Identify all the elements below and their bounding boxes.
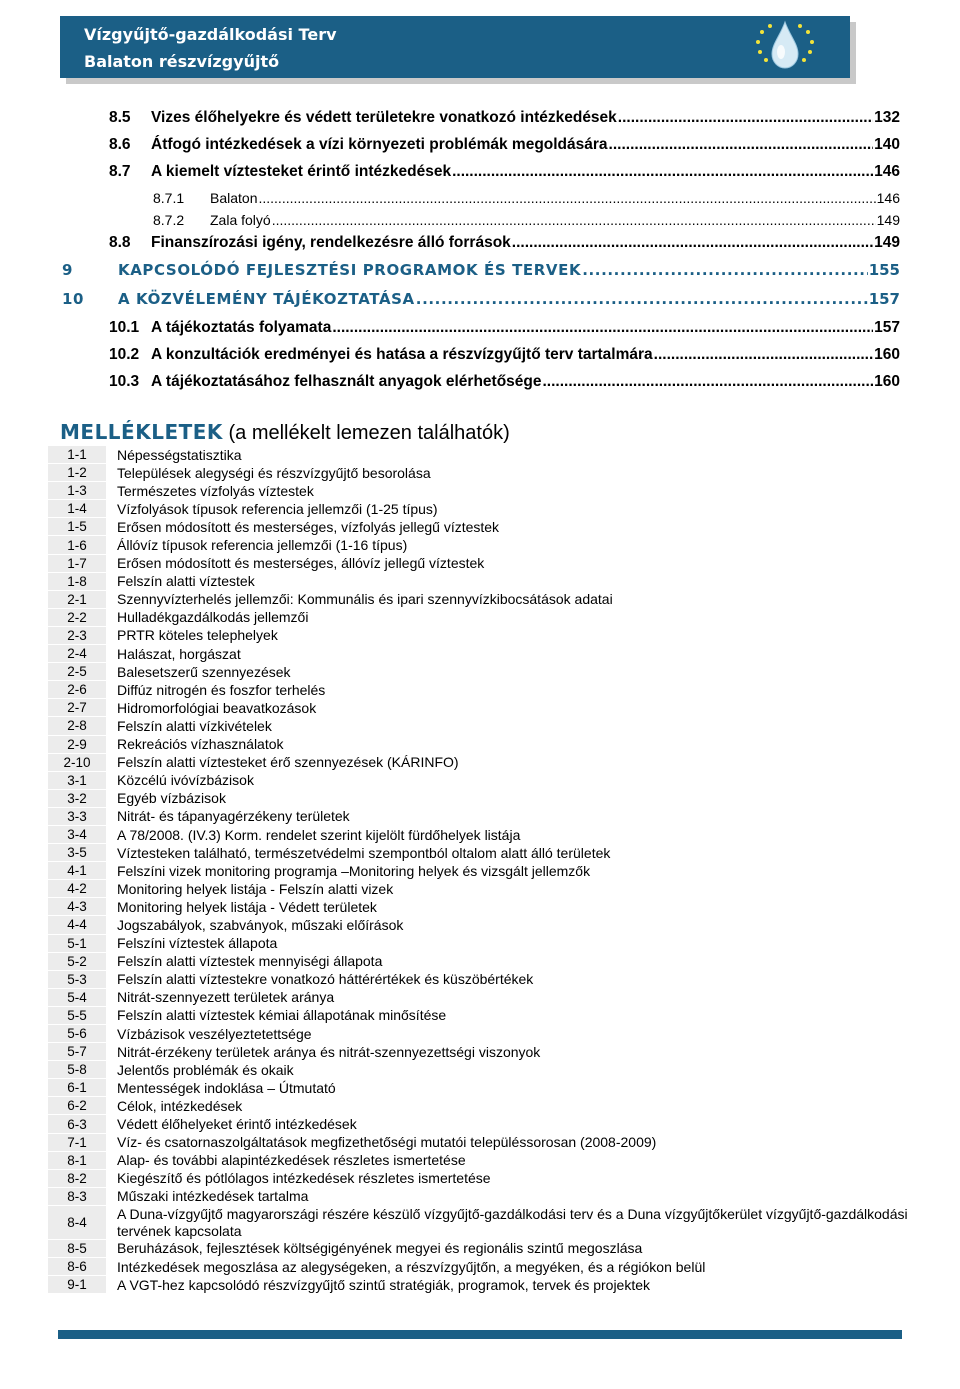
annex-title: Felszíni vizek monitoring programja –Monitoring helyek és vizsgált jellemzők <box>117 862 591 879</box>
annex-title: Monitoring helyek listája - Felszín alatti vizek <box>117 880 394 897</box>
annex-row <box>48 717 920 735</box>
annex-code: 2-1 <box>48 591 106 609</box>
annex-code: 4-4 <box>48 916 106 934</box>
annex-title: Jelentős problémák és okaik <box>117 1061 294 1078</box>
annex-row <box>48 1079 920 1097</box>
annex-title: Víztesteken található, természetvédelmi szempontból oltalom alatt álló területek <box>117 844 611 861</box>
annex-row <box>48 536 920 554</box>
toc-entry-page: 149 <box>874 234 900 251</box>
annex-title: Mentességek indoklása – Útmutató <box>117 1079 336 1096</box>
annex-title: Felszín alatti víztestek mennyiségi állapota <box>117 953 383 970</box>
toc-entry-page: 146 <box>874 163 900 180</box>
annex-row <box>48 1043 920 1061</box>
annex-row <box>48 555 920 573</box>
annex-code: 5-8 <box>48 1061 106 1079</box>
toc-entry-page: 146 <box>876 190 900 206</box>
annex-row <box>48 609 920 627</box>
annex-row <box>48 1025 920 1043</box>
toc-entry-title: A konzultációk eredményei és hatása a részvízgyűjtő terv tartalmára <box>151 346 653 363</box>
annex-row <box>48 1276 920 1294</box>
annex-code: 5-7 <box>48 1043 106 1061</box>
toc-entry-page: 157 <box>874 319 900 336</box>
annex-code: 1-1 <box>48 446 106 464</box>
annex-code: 8-5 <box>48 1240 106 1258</box>
annex-title: Felszín alatti vízkivételek <box>117 717 272 734</box>
annex-code: 8-2 <box>48 1170 106 1188</box>
toc-entry-title: A KÖZVÉLEMÉNY TÁJÉKOZTATÁSA <box>118 290 415 308</box>
annex-code: 3-5 <box>48 844 106 862</box>
annex-title: Állóvíz típusok referencia jellemzői (1-16 típus) <box>117 537 408 554</box>
toc-entry[interactable] <box>62 136 900 163</box>
toc-entry-page: 132 <box>874 109 900 126</box>
toc-entry[interactable] <box>62 373 900 400</box>
annex-title: Intézkedések megoszlása az alegységeken, a részvízgyűjtőn, a megyéken, és a régiókon belül <box>117 1258 706 1275</box>
annex-row <box>48 446 920 464</box>
toc-entry-page: 149 <box>876 212 900 228</box>
annex-row <box>48 754 920 772</box>
toc-entry-title: Átfogó intézkedések a vízi környezeti problémák megoldására <box>151 136 608 153</box>
toc-entry-page: 155 <box>868 261 900 279</box>
annex-title: Népességstatisztika <box>117 446 242 463</box>
toc-leader-dots <box>582 261 868 279</box>
annex-code: 2-3 <box>48 627 106 645</box>
toc-entry[interactable] <box>62 212 900 234</box>
annex-title: Nitrát- és tápanyagérzékeny területek <box>117 808 350 825</box>
annex-title: Halászat, horgászat <box>117 645 241 662</box>
annex-row <box>48 736 920 754</box>
annex-code: 5-3 <box>48 971 106 989</box>
annex-code: 1-6 <box>48 536 106 554</box>
annex-row <box>48 1097 920 1115</box>
toc-leader-dots <box>618 109 873 127</box>
annex-title: Erősen módosított és mesterséges, állóvíz jellegű víztestek <box>117 555 485 572</box>
annex-heading-main: MELLÉKLETEK <box>60 420 223 444</box>
annex-code: 1-7 <box>48 555 106 573</box>
annex-code: 9-1 <box>48 1276 106 1294</box>
annex-row <box>48 591 920 609</box>
annex-code: 4-3 <box>48 898 106 916</box>
toc-entry-number: 8.7.1 <box>153 190 185 206</box>
toc-entry-number: 8.7 <box>109 163 131 180</box>
annex-title: Hidromorfológiai beavatkozások <box>117 699 317 716</box>
annex-code: 6-3 <box>48 1115 106 1133</box>
toc-leader-dots <box>654 346 873 364</box>
annex-title: Diffúz nitrogén és foszfor terhelés <box>117 681 326 698</box>
annex-code: 5-4 <box>48 989 106 1007</box>
annex-title: Védett élőhelyeket érintő intézkedések <box>117 1116 357 1133</box>
annex-code: 2-7 <box>48 699 106 717</box>
annex-heading-sub: (a mellékelt lemezen találhatók) <box>228 422 510 444</box>
annex-row <box>48 862 920 880</box>
toc-entry-title: KAPCSOLÓDÓ FEJLESZTÉSI PROGRAMOK ÉS TERVEK <box>118 261 582 279</box>
annex-title: Beruházások, fejlesztések költségigényének megyei és regionális szintű megoszlása <box>117 1240 643 1257</box>
toc-entry-title: A kiemelt víztesteket érintő intézkedések <box>151 163 452 180</box>
annex-title: Felszín alatti víztesteket érő szennyezések (KÁRINFO) <box>117 754 459 771</box>
annex-code: 8-1 <box>48 1152 106 1170</box>
annex-row <box>48 790 920 808</box>
annex-title: Vízbázisok veszélyeztetettsége <box>117 1025 312 1042</box>
annex-row <box>48 1007 920 1025</box>
toc-entry-number: 10.2 <box>109 346 140 363</box>
toc-entry-title: A tájékoztatás folyamata <box>151 319 332 336</box>
annex-code: 2-8 <box>48 717 106 735</box>
annex-title: Felszín alatti víztestekre vonatkozó háttérértékek és küszöbértékek <box>117 971 534 988</box>
toc-entry-number: 8.5 <box>109 109 131 126</box>
annex-code: 8-3 <box>48 1188 106 1206</box>
annex-title: Monitoring helyek listája - Védett területek <box>117 898 377 915</box>
annex-code: 3-2 <box>48 790 106 808</box>
annex-title: A Duna-vízgyűjtő magyarországi részére készülő vízgyűjtő-gazdálkodási terv és a Duna vízgyűjtőkerület vízgyűjtő-gazdálkodási tervének kapcsolata <box>117 1205 908 1239</box>
toc-leader-dots <box>272 212 876 228</box>
annex-row <box>48 880 920 898</box>
annex-title: Felszín alatti víztestek <box>117 573 255 590</box>
annex-title: Célok, intézkedések <box>117 1097 243 1114</box>
annex-code: 6-1 <box>48 1079 106 1097</box>
toc-entry[interactable] <box>62 163 900 190</box>
annex-title: Nitrát-szennyezett területek aránya <box>117 989 335 1006</box>
toc-entry-page: 160 <box>874 346 900 363</box>
footer-divider <box>58 1330 902 1339</box>
annex-code: 1-2 <box>48 464 106 482</box>
annex-row <box>48 645 920 663</box>
toc-leader-dots <box>332 319 873 337</box>
annex-code: 6-2 <box>48 1097 106 1115</box>
annex-row <box>48 482 920 500</box>
annex-title: Természetes vízfolyás víztestek <box>117 482 314 499</box>
annex-row <box>48 898 920 916</box>
toc-leader-dots <box>609 136 874 154</box>
annex-title: A VGT-hez kapcsolódó részvízgyűjtő szintű stratégiák, programok, tervek és projektek <box>117 1276 651 1293</box>
annex-row <box>48 663 920 681</box>
annex-code: 2-10 <box>48 754 106 772</box>
annex-row <box>48 1115 920 1133</box>
annex-title: Felszíni víztestek állapota <box>117 935 278 952</box>
toc-entry-number: 9 <box>62 261 74 279</box>
toc-entry[interactable] <box>62 109 900 136</box>
annex-row <box>48 808 920 826</box>
annex-row <box>48 953 920 971</box>
toc-leader-dots <box>416 290 868 308</box>
annex-title: Települések alegységi és részvízgyűjtő besorolása <box>117 464 431 481</box>
annex-code: 8-6 <box>48 1258 106 1276</box>
toc-entry[interactable] <box>62 190 900 212</box>
toc-leader-dots <box>543 373 874 391</box>
water-drop-logo-icon <box>750 18 820 74</box>
annex-title: Kiegészítő és pótlólagos intézkedések részletes ismertetése <box>117 1170 491 1187</box>
annex-code: 3-3 <box>48 808 106 826</box>
annex-code: 4-1 <box>48 862 106 880</box>
toc-entry-title: Vizes élőhelyekre és védett területekre vonatkozó intézkedések <box>151 109 617 126</box>
toc-entry-page: 160 <box>874 373 900 390</box>
annex-code: 5-2 <box>48 953 106 971</box>
annex-heading <box>60 420 510 445</box>
annex-code: 1-5 <box>48 518 106 536</box>
toc-entry[interactable] <box>62 346 900 373</box>
toc-entry-number: 8.7.2 <box>153 212 185 228</box>
annex-row <box>48 464 920 482</box>
annex-title: Jogszabályok, szabványok, műszaki előírások <box>117 916 404 933</box>
annex-code: 1-3 <box>48 482 106 500</box>
annex-row <box>48 772 920 790</box>
annex-row <box>48 1240 920 1258</box>
annex-code: 8-4 <box>48 1206 106 1240</box>
toc-entry-number: 8.8 <box>109 234 131 251</box>
annex-row <box>48 916 920 934</box>
annex-row <box>48 1061 920 1079</box>
toc-entry[interactable] <box>62 290 900 319</box>
annex-title: Vízfolyások típusok referencia jellemzői (1-25 típus) <box>117 500 438 517</box>
annex-code: 1-4 <box>48 500 106 518</box>
annex-row <box>48 1134 920 1152</box>
toc-entry[interactable] <box>62 319 900 346</box>
annex-code: 2-9 <box>48 736 106 754</box>
annex-title: Közcélú ivóvízbázisok <box>117 772 254 789</box>
annex-title: Víz- és csatornaszolgáltatások megfizethetőségi mutatói településsorosan (2008-2009) <box>117 1134 657 1151</box>
annex-row <box>48 1188 920 1206</box>
toc-leader-dots <box>452 163 873 181</box>
toc-entry-title: Finanszírozási igény, rendelkezésre álló források <box>151 234 511 251</box>
annex-title: Balesetszerű szennyezések <box>117 663 291 680</box>
toc-entry-page: 157 <box>868 290 900 308</box>
annex-code: 5-1 <box>48 935 106 953</box>
table-of-contents <box>62 109 900 400</box>
annex-row <box>48 500 920 518</box>
toc-entry-number: 10.1 <box>109 319 140 336</box>
annex-row <box>48 681 920 699</box>
annex-title: Szennyvízterhelés jellemzői: Kommunális és ipari szennyvízkibocsátások adatai <box>117 591 613 608</box>
annex-row <box>48 844 920 862</box>
annex-row <box>48 826 920 844</box>
toc-entry-number: 10.3 <box>109 373 140 390</box>
annex-code: 4-2 <box>48 880 106 898</box>
toc-entry-number: 10 <box>62 290 85 308</box>
annex-row <box>48 1170 920 1188</box>
annex-row <box>48 627 920 645</box>
toc-entry[interactable] <box>62 261 900 290</box>
annex-row <box>48 1258 920 1276</box>
annex-row <box>48 989 920 1007</box>
page-header <box>60 16 850 78</box>
annex-row <box>48 935 920 953</box>
annex-title: Felszín alatti víztestek kémiai állapotának minősítése <box>117 1007 447 1024</box>
annex-title: A 78/2008. (IV.3) Korm. rendelet szerint kijelölt fürdőhelyek listája <box>117 826 521 843</box>
annex-title: Rekreációs vízhasználatok <box>117 736 284 753</box>
annex-code: 5-6 <box>48 1025 106 1043</box>
annex-code: 5-5 <box>48 1007 106 1025</box>
annex-row <box>48 971 920 989</box>
annex-row <box>48 518 920 536</box>
toc-leader-dots <box>258 190 875 206</box>
annex-code: 2-5 <box>48 663 106 681</box>
toc-entry[interactable] <box>62 234 900 261</box>
annex-row <box>48 1152 920 1170</box>
annex-code: 2-6 <box>48 681 106 699</box>
annex-title: Hulladékgazdálkodás jellemzői <box>117 609 309 626</box>
annex-row <box>48 1206 920 1240</box>
header-subtitle: Balaton részvízgyűjtő <box>84 52 280 71</box>
annex-title: Alap- és további alapintézkedések részletes ismertetése <box>117 1152 466 1169</box>
annex-code: 7-1 <box>48 1134 106 1152</box>
annex-row <box>48 573 920 591</box>
annex-code: 1-8 <box>48 573 106 591</box>
annex-code: 2-2 <box>48 609 106 627</box>
toc-leader-dots <box>512 234 873 252</box>
annex-code: 3-4 <box>48 826 106 844</box>
toc-entry-title: Zala folyó <box>210 212 271 228</box>
annex-code: 3-1 <box>48 772 106 790</box>
toc-entry-title: Balaton <box>210 190 258 206</box>
annex-code: 2-4 <box>48 645 106 663</box>
toc-entry-title: A tájékoztatásához felhasznált anyagok elérhetősége <box>151 373 542 390</box>
annex-title: Nitrát-érzékeny területek aránya és nitrát-szennyezettségi viszonyok <box>117 1043 541 1060</box>
toc-entry-number: 8.6 <box>109 136 131 153</box>
annex-title: Műszaki intézkedések tartalma <box>117 1188 309 1205</box>
annex-row <box>48 699 920 717</box>
annex-title: Egyéb vízbázisok <box>117 790 226 807</box>
annex-title: PRTR köteles telephelyek <box>117 627 278 644</box>
header-title: Vízgyűjtő-gazdálkodási Terv <box>84 25 337 44</box>
toc-entry-page: 140 <box>874 136 900 153</box>
annex-title: Erősen módosított és mesterséges, vízfolyás jellegű víztestek <box>117 518 500 535</box>
annex-list <box>48 446 920 1294</box>
